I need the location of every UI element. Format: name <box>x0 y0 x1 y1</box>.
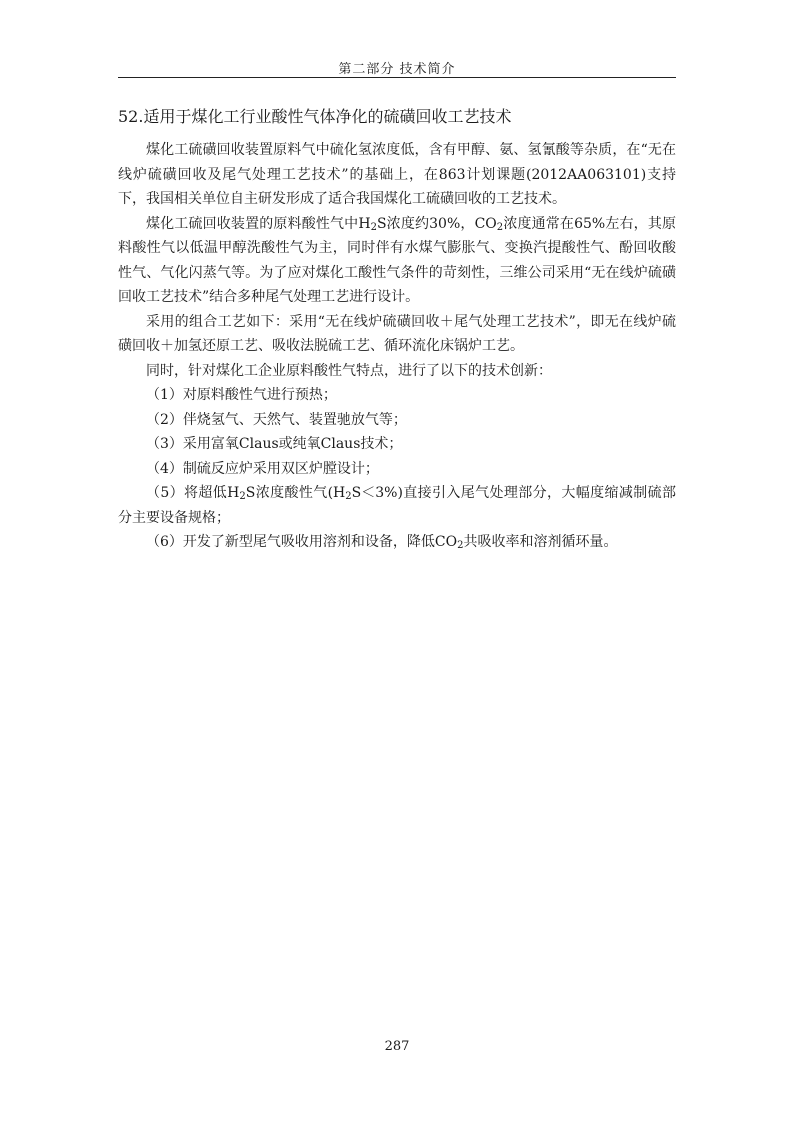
subscript: 2 <box>370 221 377 233</box>
subscript: 2 <box>345 491 352 502</box>
subscript: 2 <box>496 221 504 233</box>
innovation-item-3: （3）采用富氧Claus或纯氧Claus技术； <box>146 436 403 452</box>
paragraph-intro: 煤化工硫磺回收装置原料气中硫化氢浓度低，含有甲醇、氨、氢氰酸等杂质，在“无在线炉硫磺回收及尾气处理工艺技术”的基础上，在863计划课题(2012AA063101)支持下，我国相关单位自主研发形成了适合我国煤化工硫磺回收的工艺技术。 <box>118 142 676 207</box>
header-divider <box>118 77 676 78</box>
innovation-item-5 <box>118 481 676 530</box>
text-run: S浓度约30%，CO <box>376 215 497 232</box>
subscript: 2 <box>457 540 464 551</box>
running-header: 第二部分 技术简介 <box>338 62 456 77</box>
innovation-item-1: （1）对原料酸性气进行预热； <box>146 387 337 403</box>
paragraph-innovation-intro: 同时，针对煤化工企业原料酸性气特点，进行了以下的技术创新： <box>146 362 552 379</box>
text-run: （6）开发了新型尾气吸收用溶剂和设备，降低CO <box>146 534 458 550</box>
innovation-item-6 <box>118 530 676 555</box>
text-run: 共吸收率和溶剂循环量。 <box>463 534 618 550</box>
section-title: 52.适用于煤化工行业酸性气体净化的硫磺回收工艺技术 <box>118 107 512 126</box>
text-run: 煤化工硫回收装置的原料酸性气中H <box>146 215 371 232</box>
subscript: 2 <box>239 491 246 502</box>
page-number: 287 <box>384 1039 410 1054</box>
text-run: 浓度通常在65%左右，其原料酸性气以低温甲醇洗酸性气为主，同时伴有水煤气膨胀气、变换汽提酸性气、酚回收酸性气、气化闪蒸气等。为了应对煤化工酸性气条件的苛刻性，三维公司采用“无在线炉硫磺回收工艺技术”结合多种尾气处理工艺进行设计。 <box>118 215 676 305</box>
paragraph-feed-gas <box>118 212 676 310</box>
text-run: S浓度酸性气(H <box>245 485 346 501</box>
page-content <box>118 104 676 555</box>
text-run: （5）将超低H <box>146 485 240 501</box>
paragraph-process: 采用的组合工艺如下：采用“无在线炉硫磺回收＋尾气处理工艺技术”，即无在线炉硫磺回收＋加氢还原工艺、吸收法脱硫工艺、循环流化床锅炉工艺。 <box>118 313 676 354</box>
innovation-item-2: （2）伴烧氢气、天然气、装置驰放气等； <box>146 411 407 428</box>
innovation-item-4: （4）制硫反应炉采用双区炉膛设计； <box>146 460 379 477</box>
text-run: S＜3%)直接引入尾气处理部分，大幅度缩减制硫部分主要设备规格； <box>118 485 677 526</box>
